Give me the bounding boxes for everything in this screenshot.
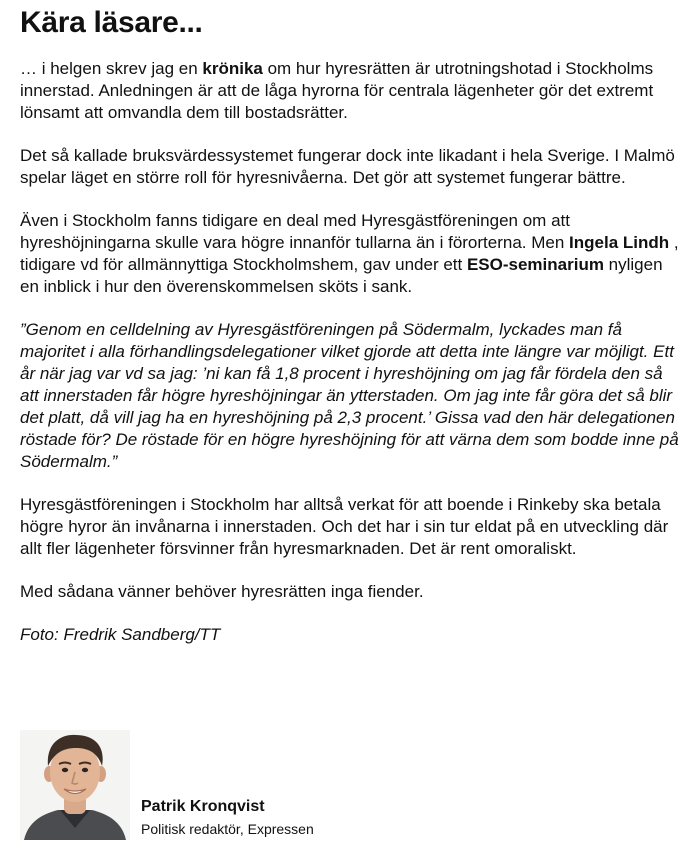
ingela-lindh-link[interactable]: Ingela Lindh [569,233,670,252]
paragraph-stockholm [20,210,682,298]
photo-credit: Foto: Fredrik Sandberg/TT [20,625,221,644]
quote-paragraph: ”Genom en celldelning av Hyresgästföreningen på Södermalm, lyckades man få majoritet i alla förhandlingsdelegationer vilket gjorde att detta inte längre var möjligt. Ett år när jag var vd sa jag: ’ni kan få 1,8 procent i hyreshöjning om jag får fördela den så att innerstaden får högre hyreshöjningar än ytterstaden. Om jag inte får göra det så blir det platt, då vill jag ha en hyreshöjning på 2,3 procent.’ Gissa vad den här delegationen röstade för? De röstade för en högre hyreshöjning för att värna dem som bodde inne på Södermalm.” [20,320,679,471]
author-portrait-image [20,730,130,840]
author-name: Patrik Kronqvist [141,798,265,815]
paragraph-text: nyligen en inblick i hur den överenskommelsen sköts i sank. [20,255,663,296]
author-role: Politisk redaktör, Expressen [141,821,314,837]
article-body [20,58,682,667]
paragraph-text: , tidigare vd för allmännyttiga Stockholmshem, gav under ett [20,233,679,274]
paragraph-text: om hur hyresrätten är utrotningshotad i Stockholms innerstad. Anledningen är att de låga hyrorna för centrala lägenheter gör det extremt lönsamt att omvandla dem till bostadsrätter. [20,59,654,122]
author-avatar [20,730,130,840]
paragraph-malmo: Det så kallade bruksvärdessystemet fungerar dock inte likadant i hela Sverige. I Malmö spelar läget en större roll för hyresnivåerna. Det gör att systemet fungerar bättre. [20,146,675,187]
paragraph-text: Även i Stockholm fanns tidigare en deal med Hyresgästföreningen om att hyreshöjningarna skulle vara högre innanför tullarna än i förorterna. Men [20,211,570,252]
kronika-link[interactable]: krönika [202,59,263,78]
paragraph-intro [20,58,682,124]
paragraph-rinkeby: Hyresgästföreningen i Stockholm har alltså verkat för att boende i Rinkeby ska betala högre hyror än invånarna i innerstaden. Och det har i sin tur eldat på en utveckling där allt fler lägenheter försvinner från hyresmarknaden. Det är rent omoraliskt. [20,495,669,558]
page-title: Kära läsare... [20,6,203,39]
eso-seminarium-link[interactable]: ESO-seminarium [466,255,604,274]
paragraph-text: … i helgen skrev jag en [20,59,203,78]
paragraph-closing: Med sådana vänner behöver hyresrätten inga fiender. [20,582,424,601]
author-block [20,730,580,840]
